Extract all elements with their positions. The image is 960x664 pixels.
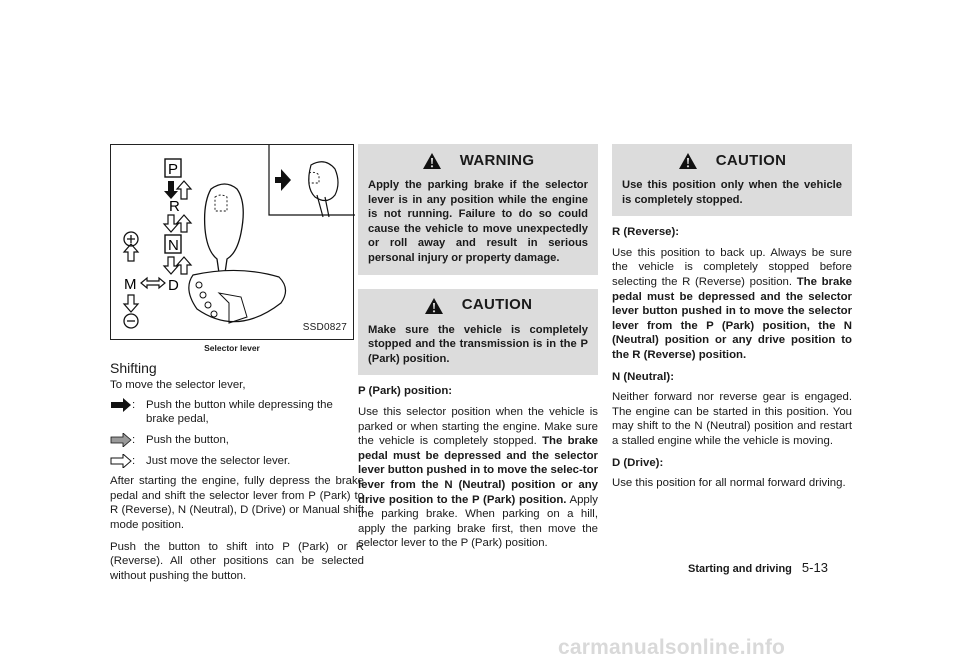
caution-title: CAUTION [461, 296, 533, 314]
caution-body: Make sure the vehicle is completely stopped and the transmission is in the P (Park) position. [368, 323, 588, 365]
right-column [612, 144, 852, 498]
reverse-heading: R (Reverse): [612, 226, 680, 239]
drive-heading: D (Drive): [612, 456, 664, 469]
selector-lever-figure [110, 144, 354, 340]
shifting-heading: Shifting [110, 359, 157, 376]
shifting-intro: To move the selector lever, [110, 379, 246, 392]
left-column [110, 144, 364, 590]
reverse-text-bold: The brake pedal must be depressed and the selector lever button pushed in to move the selector lever from the P (Park) position, the N (Neutral) position or any drive position to the R (Reverse) position. [612, 275, 852, 361]
legend-item-solid: : Push the button while depressing the brake pedal, [110, 398, 364, 427]
gate-letter-m: M [124, 276, 137, 293]
caution-box-reverse [612, 144, 852, 216]
park-text-bold: The brake pedal must be depressed and the selector lever button pushed in to move the selec-tor lever from the N (Neutral) position or any drive position to the P (Park) position. [358, 435, 598, 506]
solid-arrow-right-icon [275, 169, 291, 191]
gate-letter-n: N [168, 237, 179, 254]
caution-title-row [622, 152, 842, 170]
warning-box [358, 144, 598, 275]
solid-arrow-down-icon [164, 181, 178, 199]
outline-arrow-up-icon [177, 181, 191, 199]
park-text: Use this selector position when the vehicle is parked or when starting the engine. Make sure the vehicle is completely stopped. [358, 405, 598, 448]
figure-code: SSD0827 [302, 322, 347, 334]
neutral-heading: N (Neutral): [612, 370, 675, 383]
legend-text-outline: Just move the selector lever. [146, 454, 291, 467]
page-footer [688, 560, 828, 575]
watermark: carmanualsonline.info [558, 636, 786, 659]
outline-arrow-down-icon [124, 295, 138, 312]
reverse-paragraph [612, 246, 852, 363]
legend-text-solid: Push the button while depressing the brake pedal, [146, 398, 333, 426]
shifting-paragraph-2: Push the button to shift into P (Park) or R (Reverse). All other positions can be selected without pushing the button. [110, 540, 364, 582]
warning-body: Apply the parking brake if the selector lever is in any position while the engine is not running. Failure to do so could cause the vehicle to move unexpectedly or roll away and result in serious personal injury or property damage. [368, 179, 588, 264]
caution-triangle-icon [678, 152, 698, 170]
reverse-text: Use this position to back up. Always be sure the vehicle is completely stopped before selecting the R (Reverse) position. [612, 246, 852, 288]
caution-title-row [368, 297, 588, 315]
warning-title-row [368, 152, 588, 170]
inset-lever-knob [309, 162, 338, 201]
legend-item-outline: : Just move the selector lever. [110, 454, 364, 469]
solid-arrow-icon [110, 398, 132, 412]
warning-triangle-icon [422, 152, 442, 170]
outline-arrow-up-icon [177, 257, 191, 274]
double-arrow-icon [141, 278, 165, 288]
lever-knob [205, 184, 244, 273]
figure-caption: Selector lever [204, 343, 260, 353]
neutral-paragraph: Neither forward nor reverse gear is engaged. The engine can be started in this position. You may shift to the N (Neutral) position and restart a stalled engine while the vehicle is moving. [612, 391, 852, 447]
gray-arrow-icon [110, 433, 132, 447]
park-paragraph [358, 405, 598, 551]
outline-arrow-icon [110, 454, 132, 468]
outline-arrow-up-icon [177, 215, 191, 232]
selector-lever-illustration [111, 145, 355, 341]
park-text-2: Apply the parking brake. When parking on a hill, apply the parking brake first, then move the selector lever to the P (Park) position. [358, 493, 598, 550]
legend-item-gray: : Push the button, [110, 433, 364, 448]
plus-sign [127, 235, 135, 243]
caution-body: Use this position only when the vehicle is completely stopped. [622, 179, 842, 206]
middle-column [358, 144, 598, 558]
caution-title: CAUTION [715, 151, 787, 169]
page-number: 5-13 [801, 560, 828, 575]
shifting-paragraph-1: After starting the engine, fully depress the brake pedal and shift the selector lever from P (Park) to R (Reverse), N (Neutral), D (Drive) or Manual shift mode position. [110, 475, 364, 531]
legend-text-gray: Push the button, [146, 433, 229, 446]
warning-title: WARNING [459, 151, 535, 169]
gate-letter-d: D [168, 277, 179, 294]
footer-section: Starting and driving [688, 563, 792, 575]
gate-letter-r: R [169, 198, 180, 215]
caution-triangle-icon [424, 297, 444, 315]
caution-box-park [358, 289, 598, 376]
gate-letter-p: P [168, 161, 179, 178]
drive-paragraph: Use this position for all normal forward driving. [612, 477, 846, 490]
park-heading: P (Park) position: [358, 385, 453, 398]
